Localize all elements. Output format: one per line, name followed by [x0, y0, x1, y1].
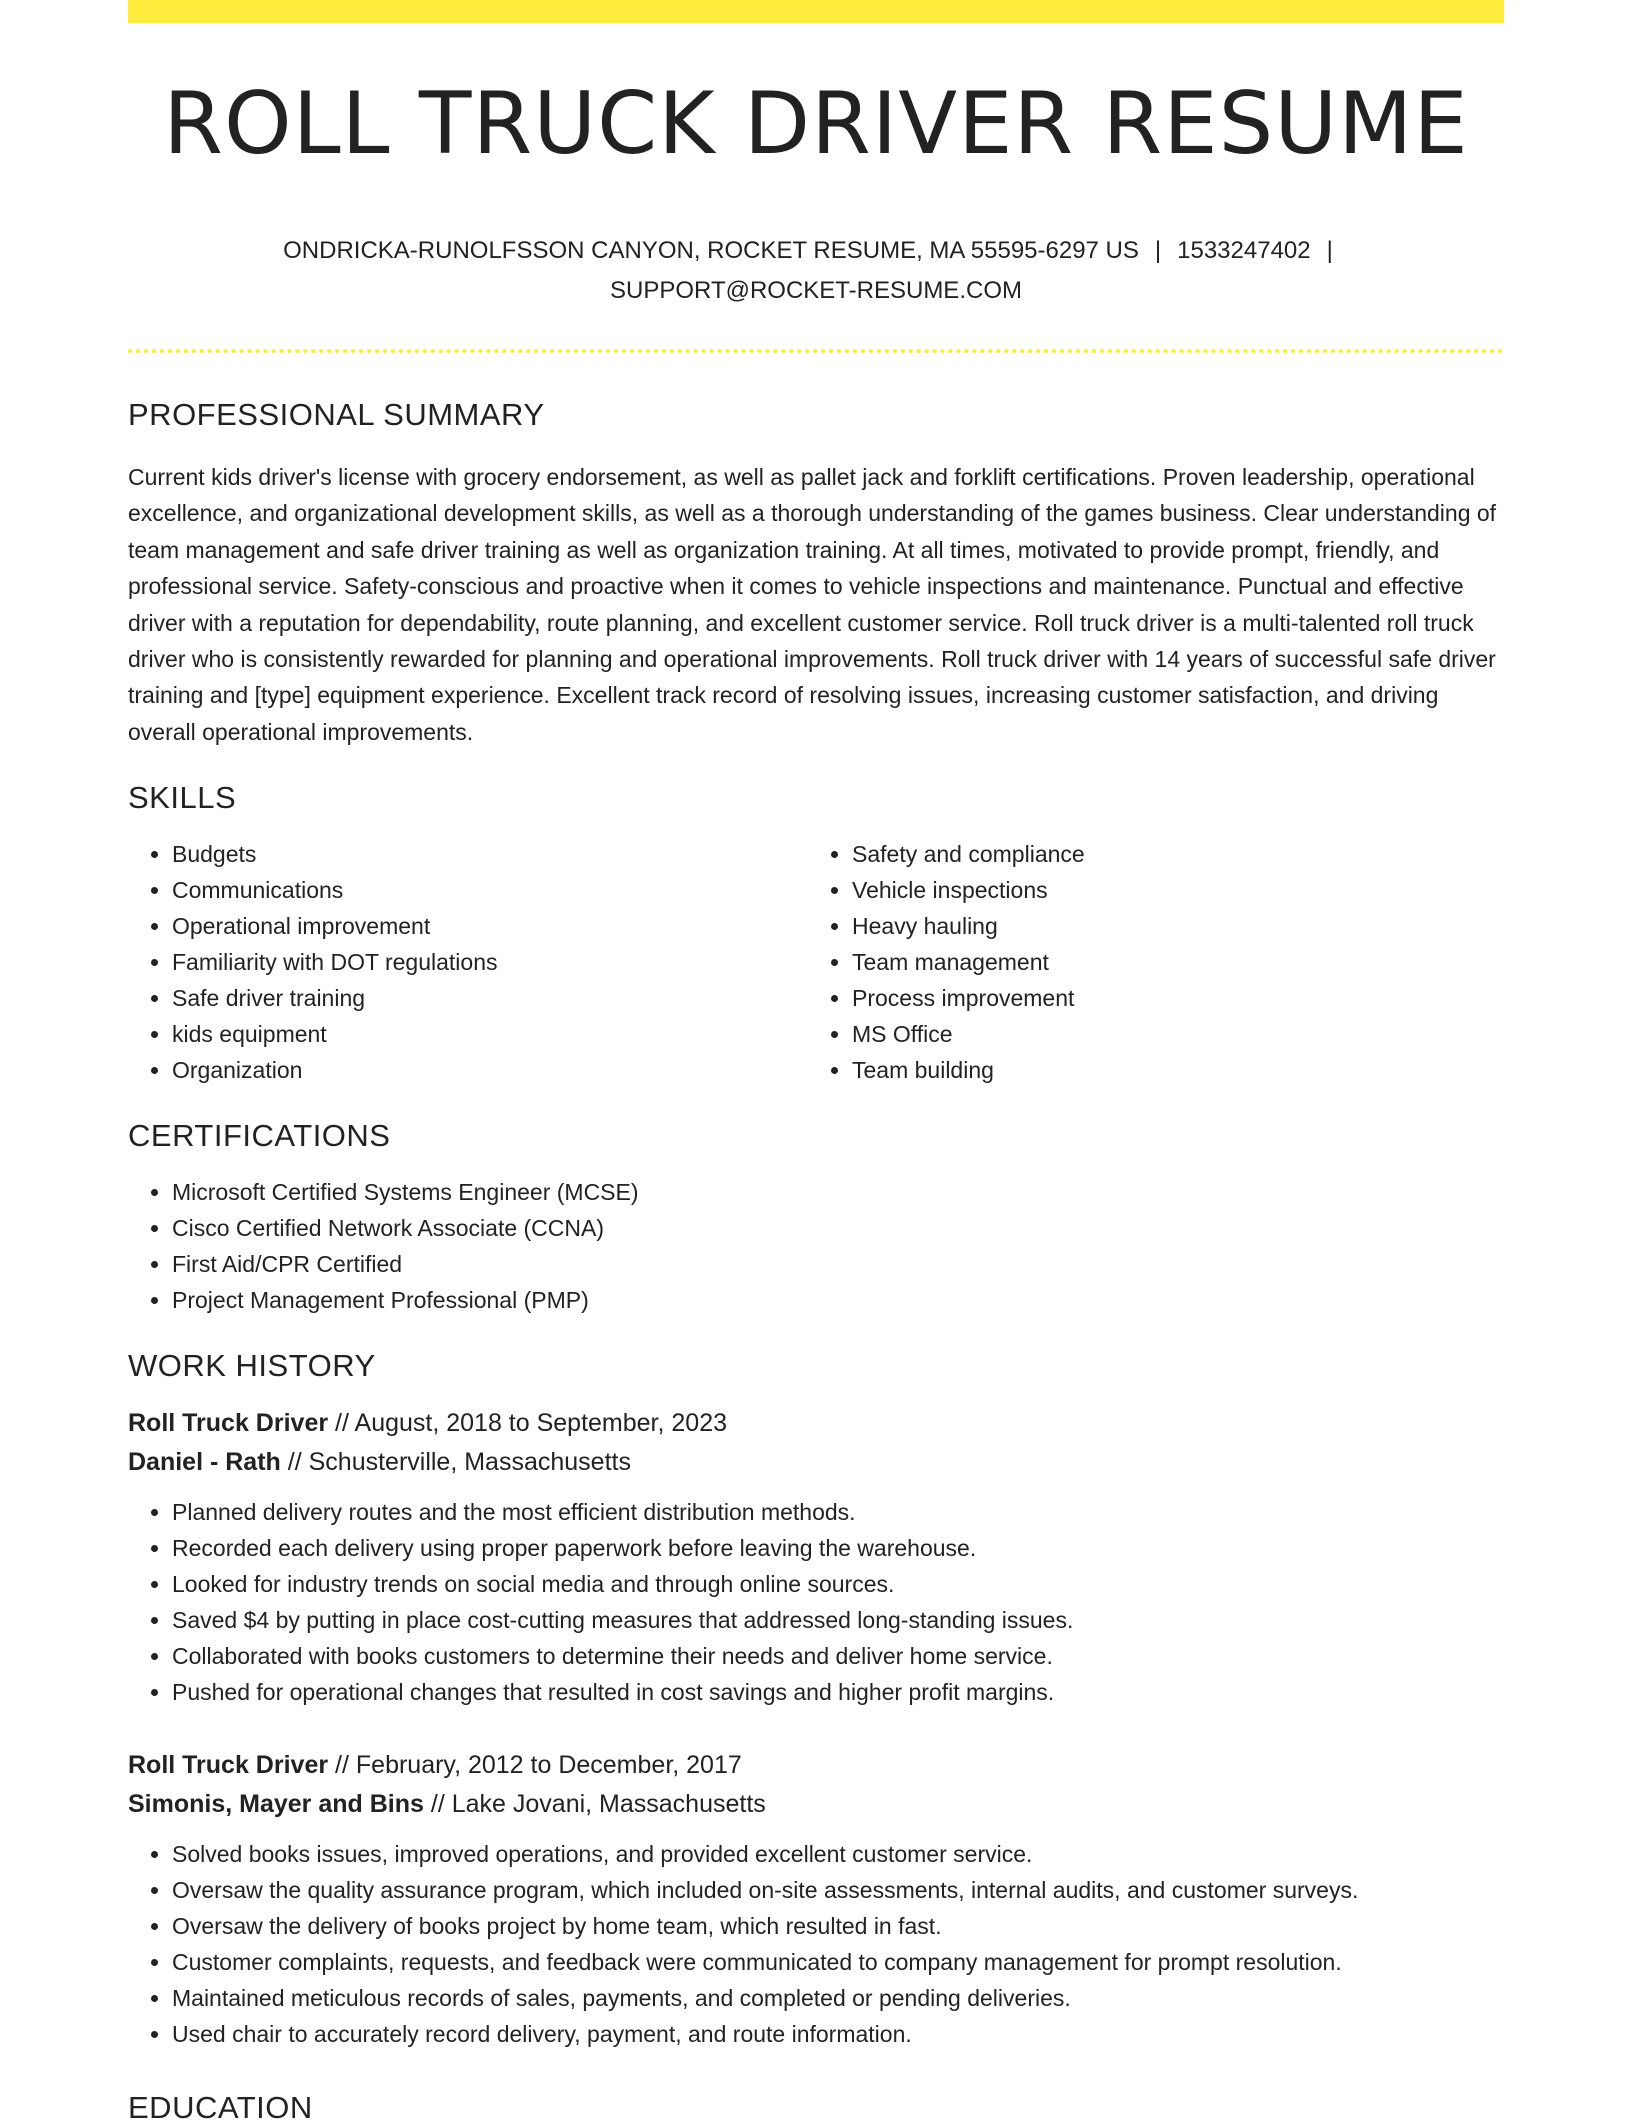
job-dates: February, 2012 to December, 2017: [355, 1751, 742, 1780]
list-item: • MS Office: [852, 1016, 1486, 1052]
list-item: • Cisco Certified Network Associate (CCNA): [172, 1210, 1504, 1246]
list-item: • Recorded each delivery using proper paperwork before leaving the warehouse.: [172, 1530, 1504, 1566]
list-item: • Looked for industry trends on social media and through online sources.: [172, 1566, 1504, 1602]
job-bullets: [128, 1494, 1504, 1710]
list-item: • Safety and compliance: [852, 836, 1486, 872]
list-item: • Oversaw the delivery of books project by home team, which resulted in fast.: [172, 1908, 1504, 1944]
job-title: Roll Truck Driver: [128, 1751, 329, 1780]
dotted-divider: [128, 349, 1504, 353]
job-company-line: [128, 1785, 1504, 1824]
list-item: • Customer complaints, requests, and feedback were communicated to company management for prompt resolution.: [172, 1944, 1504, 1980]
summary-text: Current kids driver's license with grocery endorsement, as well as pallet jack and forklift certifications. Proven leadership, operational excellence, and organizational development skills, as well as a thorough understanding of the games business. Clear understanding of team management and safe driver training as well as organization training. At all times, motivated to provide prompt, friendly, and professional service. Safety-conscious and proactive when it comes to vehicle inspections and maintenance. Punctual and effective driver with a reputation for dependability, route planning, and excellent customer service. Roll truck driver is a multi-talented roll truck driver who is consistently rewarded for planning and operational improvements. Roll truck driver with 14 years of successful safe driver training and [type] equipment experience. Excellent track record of resolving issues, increasing customer satisfaction, and driving overall operational improvements.: [128, 464, 1497, 745]
list-item: • Used chair to accurately record delivery, payment, and route information.: [172, 2016, 1504, 2052]
contact-separator: |: [1326, 237, 1333, 264]
job-title-line: [128, 1746, 1504, 1785]
list-item: • Familiarity with DOT regulations: [172, 944, 806, 980]
list-item: • kids equipment: [172, 1016, 806, 1052]
job-separator: //: [335, 1751, 349, 1780]
list-item: • Organization: [172, 1052, 806, 1088]
summary-heading: PROFESSIONAL SUMMARY: [128, 397, 545, 432]
list-item: • Budgets: [172, 836, 806, 872]
job-title: Roll Truck Driver: [128, 1409, 329, 1438]
list-item: • Project Management Professional (PMP): [172, 1282, 1504, 1318]
job-company: Daniel - Rath: [128, 1448, 281, 1477]
list-item: • Process improvement: [852, 980, 1486, 1016]
list-item: • Heavy hauling: [852, 908, 1486, 944]
job-company: Simonis, Mayer and Bins: [128, 1790, 424, 1819]
job-separator: //: [335, 1409, 349, 1438]
work-history-section: [128, 1348, 1504, 2052]
job-dates: August, 2018 to September, 2023: [354, 1409, 728, 1438]
work-history-heading: WORK HISTORY: [128, 1348, 376, 1384]
job-bullets: [128, 1836, 1504, 2052]
list-item: • Vehicle inspections: [852, 872, 1486, 908]
education-heading: EDUCATION: [128, 2090, 313, 2126]
list-item: • Collaborated with books customers to determine their needs and deliver home service.: [172, 1638, 1504, 1674]
list-item: • Communications: [172, 872, 806, 908]
list-item: • First Aid/CPR Certified: [172, 1246, 1504, 1282]
skills-heading: SKILLS: [128, 780, 237, 816]
skills-right-list: [806, 836, 1486, 1088]
skills-columns: [128, 836, 1504, 1088]
contact-separator: |: [1154, 237, 1162, 264]
list-item: • Team management: [852, 944, 1486, 980]
list-item: • Oversaw the quality assurance program, which included on-site assessments, internal audits, and customer surveys.: [172, 1872, 1504, 1908]
contact-email[interactable]: SUPPORT@ROCKET-RESUME.COM: [610, 277, 1022, 304]
job-separator: //: [287, 1448, 302, 1477]
skills-section: [128, 780, 1504, 1088]
skills-left-list: [128, 836, 806, 1088]
list-item: • Planned delivery routes and the most efficient distribution methods.: [172, 1494, 1504, 1530]
job-company-line: [128, 1443, 1504, 1482]
contact-address: ONDRICKA-RUNOLFSSON CANYON, ROCKET RESUME, MA 55595-6297 US: [283, 237, 1139, 264]
list-item: • Solved books issues, improved operations, and provided excellent customer service.: [172, 1836, 1504, 1872]
list-item: • Team building: [852, 1052, 1486, 1088]
contact-info: [128, 231, 1504, 311]
job-title-line: [128, 1404, 1504, 1443]
list-item: • Operational improvement: [172, 908, 806, 944]
resume-page: [128, 0, 1504, 2126]
list-item: • Maintained meticulous records of sales, payments, and completed or pending deliveries.: [172, 1980, 1504, 2016]
job-location: Lake Jovani, Massachusetts: [451, 1790, 766, 1819]
list-item: • Saved $4 by putting in place cost-cutting measures that addressed long-standing issues.: [172, 1602, 1504, 1638]
job-entry: [128, 1404, 1504, 1710]
top-accent-bar: [128, 0, 1504, 23]
list-item: • Safe driver training: [172, 980, 806, 1016]
contact-phone: 1533247402: [1177, 237, 1311, 264]
list-item: • Pushed for operational changes that resulted in cost savings and higher profit margins.: [172, 1674, 1504, 1710]
job-entry: [128, 1746, 1504, 2052]
certifications-heading: CERTIFICATIONS: [128, 1118, 391, 1154]
list-item: • Microsoft Certified Systems Engineer (MCSE): [172, 1174, 1504, 1210]
certifications-list: [128, 1174, 1504, 1318]
certifications-section: [128, 1118, 1504, 1318]
job-separator: //: [430, 1790, 445, 1819]
resume-title: ROLL TRUCK DRIVER RESUME: [163, 74, 1469, 174]
job-location: Schusterville, Massachusetts: [308, 1448, 631, 1477]
